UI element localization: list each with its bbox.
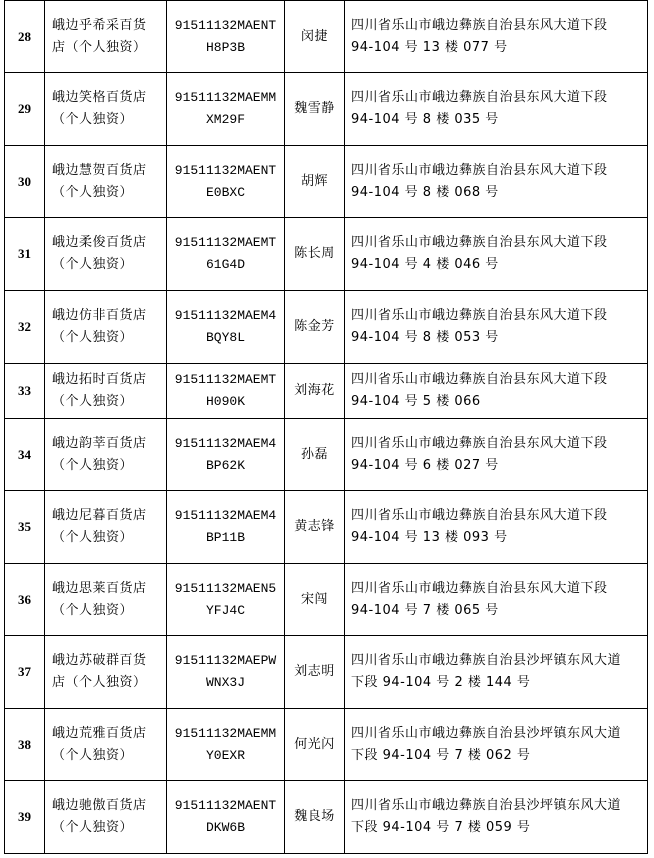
credit-code-line: H8P3B	[205, 39, 245, 55]
store-name-line: 峨边思莱百货店	[52, 580, 147, 596]
table-body	[5, 1, 648, 854]
row-number: 38	[18, 736, 31, 752]
row-number: 36	[18, 591, 31, 607]
table-row	[5, 419, 648, 491]
store-name-line: （个人独资）	[52, 112, 134, 127]
store-name-line: 峨边苏破群百货	[52, 653, 147, 668]
address-line: 94-104 号 4 楼 046 号	[351, 257, 499, 272]
investor-name-cell	[285, 146, 345, 218]
row-number-cell	[5, 419, 45, 491]
address-cell	[345, 291, 648, 364]
investor-name: 刘志明	[294, 664, 335, 679]
credit-code-line: E0BXC	[205, 184, 245, 200]
investor-name-cell	[285, 781, 345, 854]
store-name-cell	[45, 709, 167, 781]
row-number-cell	[5, 564, 45, 636]
credit-code-line: 91511132MAEPW	[174, 653, 277, 668]
store-name-cell	[45, 419, 167, 491]
address-line: 下段 94-104 号 2 楼 144 号	[351, 675, 531, 690]
address-line: 四川省乐山市峨边彝族自治县东风大道下段	[351, 508, 608, 523]
address-line: 94-104 号 8 楼 068 号	[351, 184, 499, 200]
investor-name-cell	[285, 364, 345, 419]
row-number: 30	[18, 173, 31, 189]
address-cell	[345, 364, 648, 419]
address-line: 四川省乐山市峨边彝族自治县东风大道下段	[351, 580, 608, 596]
investor-name-cell	[285, 73, 345, 146]
store-name-line: （个人独资）	[52, 747, 134, 763]
address-cell	[345, 781, 648, 854]
row-number-cell	[5, 73, 45, 146]
store-name-line: 峨边慧贺百货店	[52, 162, 147, 178]
address-line: 下段 94-104 号 7 楼 062 号	[351, 747, 531, 763]
credit-code-line: WNX3J	[205, 675, 245, 690]
investor-name: 魏良场	[294, 809, 335, 824]
investor-name: 刘海花	[294, 383, 335, 398]
credit-code-cell	[167, 564, 285, 636]
address-line: 四川省乐山市峨边彝族自治县沙坪镇东风大道	[351, 798, 622, 813]
address-line: 94-104 号 13 楼 077 号	[351, 39, 508, 55]
investor-name-cell	[285, 564, 345, 636]
investor-name: 陈金芳	[294, 319, 335, 334]
store-name-line: （个人独资）	[52, 530, 134, 545]
credit-code-line: 91511132MAEMM	[174, 90, 277, 105]
credit-code-cell	[167, 491, 285, 564]
row-number-cell	[5, 218, 45, 291]
credit-code-line: 91511132MAEMT	[174, 235, 277, 250]
store-name-cell	[45, 364, 167, 419]
row-number-cell	[5, 491, 45, 564]
store-name-line: 峨边韵莘百货店	[52, 435, 147, 451]
table-row	[5, 73, 648, 146]
table-row	[5, 709, 648, 781]
credit-code-cell	[167, 1, 285, 73]
store-name-line: 店（个人独资）	[52, 675, 147, 690]
store-name-line: （个人独资）	[52, 330, 134, 345]
store-name-line: 店（个人独资）	[52, 39, 147, 55]
row-number-cell	[5, 146, 45, 218]
store-name-line: （个人独资）	[52, 820, 134, 835]
address-line: 四川省乐山市峨边彝族自治县东风大道下段	[351, 372, 608, 387]
row-number: 37	[18, 664, 31, 679]
credit-code-line: 91511132MAEMT	[174, 372, 277, 387]
store-name-line: 峨边驰傲百货店	[52, 798, 147, 813]
credit-code-line: H090K	[205, 394, 245, 409]
table-row	[5, 1, 648, 73]
credit-code-line: 91511132MAENT	[174, 798, 277, 813]
address-line: 四川省乐山市峨边彝族自治县沙坪镇东风大道	[351, 653, 622, 668]
store-name-line: 峨边乎希采百货	[52, 17, 147, 33]
store-name-line: （个人独资）	[52, 394, 134, 409]
investor-name-cell	[285, 636, 345, 709]
credit-code-line: BP62K	[205, 457, 245, 473]
enterprise-table	[4, 0, 648, 854]
credit-code-line: 91511132MAEN5	[174, 580, 277, 596]
row-number: 39	[18, 809, 31, 824]
credit-code-line: XM29F	[205, 112, 245, 127]
table-row	[5, 491, 648, 564]
store-name-cell	[45, 291, 167, 364]
address-cell	[345, 218, 648, 291]
address-line: 94-104 号 8 楼 053 号	[351, 330, 499, 345]
credit-code-cell	[167, 291, 285, 364]
investor-name: 孙磊	[300, 446, 328, 462]
row-number: 29	[18, 101, 31, 116]
row-number: 33	[18, 383, 31, 398]
address-line: 四川省乐山市峨边彝族自治县东风大道下段	[351, 235, 608, 250]
store-name-line: 峨边拓时百货店	[52, 372, 147, 387]
row-number: 34	[18, 446, 31, 462]
address-line: 四川省乐山市峨边彝族自治县东风大道下段	[351, 308, 608, 323]
address-line: 94-104 号 6 楼 027 号	[351, 457, 499, 473]
store-name-cell	[45, 564, 167, 636]
row-number: 31	[18, 246, 31, 261]
table-row	[5, 636, 648, 709]
row-number: 35	[18, 519, 31, 534]
investor-name-cell	[285, 709, 345, 781]
row-number: 32	[18, 319, 31, 334]
store-name-line: （个人独资）	[52, 184, 134, 200]
investor-name-cell	[285, 419, 345, 491]
investor-name-cell	[285, 218, 345, 291]
store-name-line: 峨边柔俊百货店	[52, 235, 147, 250]
address-line: 下段 94-104 号 7 楼 059 号	[351, 820, 531, 835]
address-line: 94-104 号 13 楼 093 号	[351, 530, 508, 545]
credit-code-line: Y0EXR	[205, 747, 245, 763]
row-number-cell	[5, 781, 45, 854]
store-name-cell	[45, 491, 167, 564]
address-line: 四川省乐山市峨边彝族自治县东风大道下段	[351, 162, 608, 178]
row-number-cell	[5, 364, 45, 419]
investor-name: 闵捷	[300, 28, 328, 44]
credit-code-line: 91511132MAEM4	[174, 508, 277, 523]
investor-name-cell	[285, 1, 345, 73]
investor-name-cell	[285, 291, 345, 364]
credit-code-line: 61G4D	[205, 257, 245, 272]
credit-code-cell	[167, 364, 285, 419]
credit-code-line: BP11B	[205, 530, 245, 545]
store-name-cell	[45, 781, 167, 854]
address-line: 94-104 号 8 楼 035 号	[351, 112, 499, 127]
store-name-cell	[45, 146, 167, 218]
credit-code-line: 91511132MAEMM	[174, 725, 277, 741]
credit-code-cell	[167, 218, 285, 291]
table-row	[5, 291, 648, 364]
store-name-cell	[45, 218, 167, 291]
credit-code-cell	[167, 636, 285, 709]
credit-code-line: YFJ4C	[205, 602, 245, 618]
store-name-line: 峨边尼暮百货店	[52, 508, 147, 523]
row-number-cell	[5, 1, 45, 73]
row-number-cell	[5, 291, 45, 364]
address-cell	[345, 636, 648, 709]
store-name-line: （个人独资）	[52, 457, 134, 473]
credit-code-line: 91511132MAEM4	[174, 435, 277, 451]
address-line: 94-104 号 7 楼 065 号	[351, 602, 499, 618]
table-row	[5, 364, 648, 419]
store-name-line: （个人独资）	[52, 602, 134, 618]
investor-name: 魏雪静	[294, 101, 335, 116]
address-line: 四川省乐山市峨边彝族自治县东风大道下段	[351, 17, 608, 33]
investor-name: 宋闯	[300, 591, 328, 607]
address-line: 四川省乐山市峨边彝族自治县东风大道下段	[351, 435, 608, 451]
address-line: 四川省乐山市峨边彝族自治县东风大道下段	[351, 90, 608, 105]
address-line: 94-104 号 5 楼 066	[351, 394, 481, 409]
address-cell	[345, 146, 648, 218]
store-name-cell	[45, 73, 167, 146]
row-number: 28	[18, 28, 31, 44]
table-row	[5, 218, 648, 291]
credit-code-cell	[167, 781, 285, 854]
row-number-cell	[5, 709, 45, 781]
credit-code-cell	[167, 73, 285, 146]
address-cell	[345, 564, 648, 636]
store-name-cell	[45, 1, 167, 73]
investor-name: 黄志锋	[294, 519, 335, 534]
credit-code-line: 91511132MAENT	[174, 162, 277, 178]
address-line: 四川省乐山市峨边彝族自治县沙坪镇东风大道	[351, 725, 622, 741]
credit-code-line: BQY8L	[205, 330, 245, 345]
credit-code-line: 91511132MAEM4	[174, 308, 277, 323]
credit-code-cell	[167, 709, 285, 781]
table-row	[5, 564, 648, 636]
address-cell	[345, 709, 648, 781]
credit-code-cell	[167, 419, 285, 491]
store-name-line: （个人独资）	[52, 257, 134, 272]
store-name-line: 峨边仿非百货店	[52, 308, 147, 323]
store-name-line: 峨边荒雅百货店	[52, 725, 147, 741]
table-row	[5, 146, 648, 218]
address-cell	[345, 73, 648, 146]
row-number-cell	[5, 636, 45, 709]
investor-name: 胡辉	[300, 173, 328, 189]
store-name-cell	[45, 636, 167, 709]
credit-code-line: DKW6B	[205, 820, 245, 835]
store-name-line: 峨边笑格百货店	[52, 90, 147, 105]
credit-code-cell	[167, 146, 285, 218]
investor-name: 陈长周	[294, 246, 335, 261]
investor-name-cell	[285, 491, 345, 564]
address-cell	[345, 419, 648, 491]
address-cell	[345, 491, 648, 564]
credit-code-line: 91511132MAENT	[174, 17, 277, 33]
address-cell	[345, 1, 648, 73]
investor-name: 何光闪	[294, 736, 335, 752]
table-row	[5, 781, 648, 854]
